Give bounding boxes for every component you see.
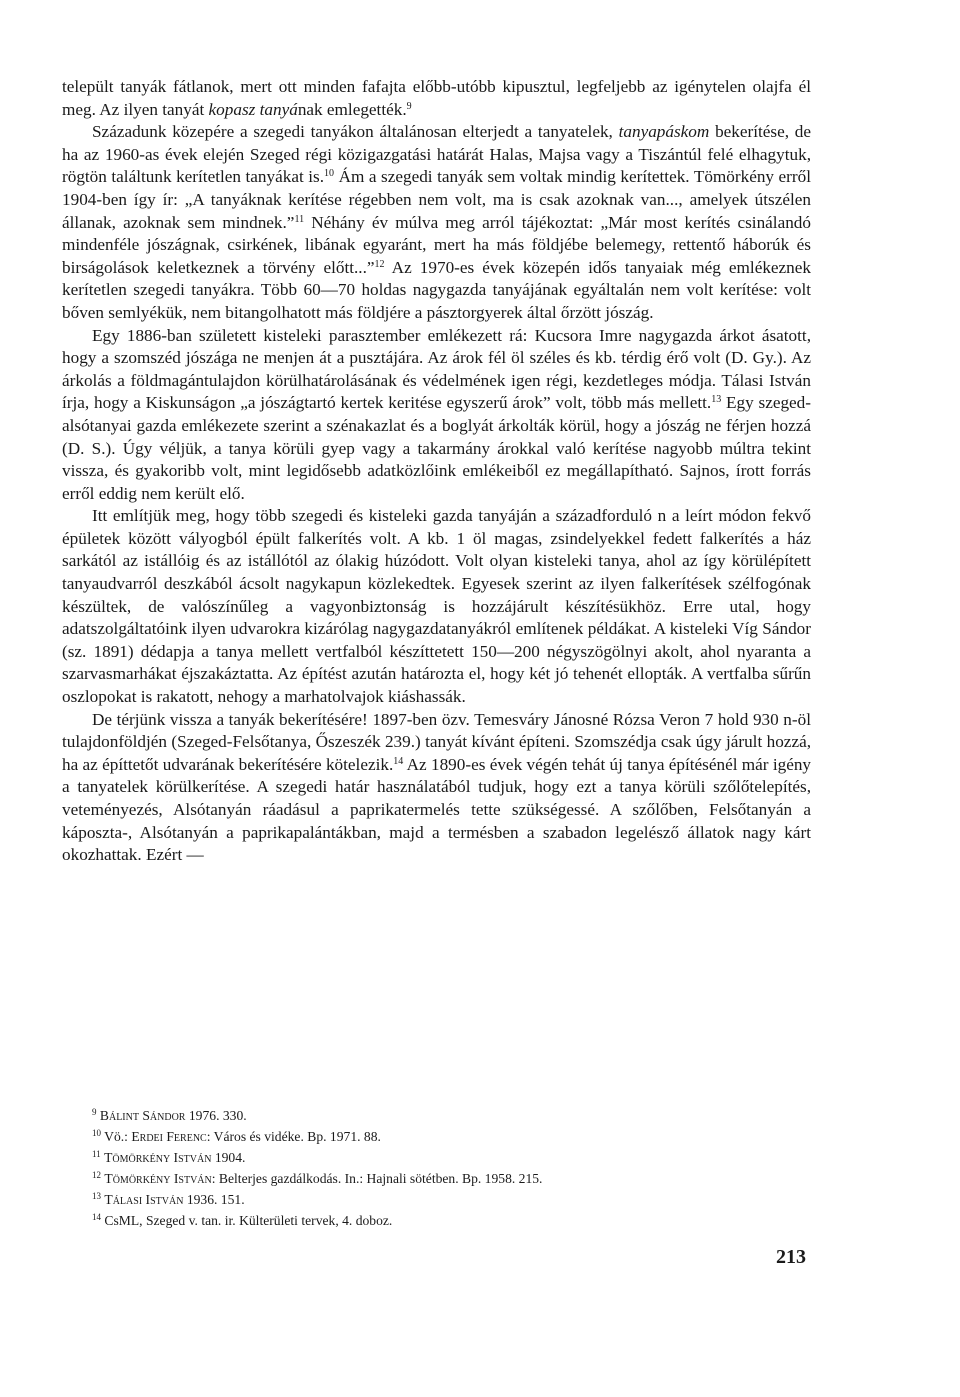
paragraph: [62, 121, 811, 324]
author-name: Tömörkény István: [104, 1150, 212, 1165]
footnote-number: 12: [92, 1170, 101, 1180]
text-run: 1976. 330.: [185, 1108, 247, 1123]
text-run: Századunk közepére a szegedi tanyákon általánosan elterjedt a tanyatelek,: [92, 122, 619, 142]
footnote: [92, 1210, 692, 1231]
footnote: [92, 1105, 692, 1126]
italic-term: tanyapáskom: [618, 122, 710, 142]
footnote-ref: 12: [374, 258, 385, 270]
text-run: : Város és vidéke. Bp. 1971. 88.: [206, 1129, 381, 1144]
text-run: Itt említjük meg, hogy több szegedi és kisteleki gazda tanyáján a századforduló n a leírt módon fekvő épületek között vályogból épült falkerítés volt. A kb. 1 öl magas, zsindelyekkel fedett falkerítés a ház sarkától az istállóig és az istállótól az ólakig húzódott. Volt olyan kisteleki tanya, ahol az így körülépített tanyaudvarról deszkából ácsolt nagykapun közlekedtek. Egyesek szerint az ilyen falkerítések szélfogónak készültek, de valószínűleg a vagyonbiztonság is hozzájárult készítésükhöz. Erre utal, hogy adatszolgáltatóink ilyen udvarokra kizárólag nagygazdatanyákról említenek példákat. A kisteleki Víg Sándor (sz. 1891) dédapja a tanya mellett vertfalból készíttetett 150—200 négyszögölnyi akolt, ahol nyaranta a szarvasmarhákat éjszakáztatta. Az építést azután határozta el, hogy két jó tehenét ellopták. A vertfalba sűrűn oszlopokat is rakatott, nehogy a marhatolvajok kiáshassák.: [62, 506, 811, 707]
italic-term: kopasz tanyá: [208, 99, 298, 119]
text-run: 1936. 151.: [183, 1192, 245, 1207]
footnote-number: 14: [92, 1212, 101, 1222]
footnote: [92, 1189, 692, 1210]
footnote-ref: 11: [294, 213, 305, 225]
author-name: Tömörkény István: [104, 1171, 212, 1186]
paragraph: [62, 76, 811, 121]
text-run: Egy 1886-ban született kisteleki parasztember emlékezett rá: Kucsora Imre nagygazda árkot ásatott, hogy a szomszéd jószága ne menjen át a pusztájára. Az árok fél öl széles és kb. térdig érő volt (D. Gy.). Az árkolás a földmagántulajdon körülhatárolásának és védelmének igen régi, kezdetleges módja. Tálasi István írja, hogy a Kiskunságon „a jószágtartó kertek keritése egyszerű árok” volt, több más mellett.: [62, 325, 811, 413]
text-run: nak emlegették.: [297, 99, 407, 119]
footnotes: [92, 1105, 692, 1231]
author-name: Tálasi István: [104, 1192, 184, 1207]
text-run: Az 1970-es évek közepén idős tanyaiak még emlékeznek kerítetlen szegedi tanyákra. Több 60—70 holdas nagygazda tanyájának egyáltalán nem volt kerítése: volt bőven semlyékük, nem bitangolhatott más földjére a pásztorgyerek által őrzött jószág.: [62, 257, 811, 322]
text-run: CsML, Szeged v. tan. ir. Külterületi tervek, 4. doboz.: [104, 1213, 393, 1228]
footnote-ref: 9: [406, 100, 412, 112]
text-run: Az 1890-es évek végén tehát új tanya építésénél már igény a tanyatelek körülkerítése. A szegedi határ használatából tudjuk, hogy ezt a tanya körüli szőlőtelepítés, veteményezés, Alsótanyán ráadásul a paprikatermelés tette szükségessé. A szőlőben, Felsőtanyán a káposzta-, Alsótanyán a paprikapalántákban, majd a termésben a szabadon legelésző állatok nagy kárt okozhattak. Ezért —: [62, 754, 812, 865]
text-run: 1904.: [211, 1150, 246, 1165]
paragraph: [62, 505, 811, 708]
text-run: Néhány év múlva meg arról tájékoztat: „Már most kerítés csinálandó mindenféle jószágnak, csirkének, libának egyaránt, mert ha más földjébe belemegy, rettentő háborúk és birságolások keletkeznek a törvény előtt...”: [62, 212, 811, 277]
page: [62, 76, 811, 867]
text-run: De térjünk vissza a tanyák bekerítésére! 1897-ben özv. Temesváry Jánosné Rózsa Veron 7 hold 930 n-öl tulajdonföldjén (Szeged-Felsőtanya, Őszeszék 239.) tanyát kívánt építeni. Szomszédja csak úgy járult hozzá, ha az építtetőt udvarának bekerítésére kötelezik.: [62, 709, 811, 774]
paragraph: [62, 325, 811, 506]
author-name: Bálint Sándor: [99, 1108, 186, 1123]
text-run: Vö.:: [104, 1129, 132, 1144]
text-run: bekerítése, de ha az 1960-as évek elején Szeged régi közigazgatási határát Halas, Majsa vagy a Tiszántúl felé elhagytuk, rögtön találtunk kerítetlen tanyákat is.: [62, 122, 812, 187]
footnote-number: 9: [92, 1107, 97, 1117]
footnote: [92, 1168, 692, 1189]
text-run: Egy szeged-alsótanyai gazda emlékezete szerint a szénakazlat és a boglyát árkolták körül, hogy a jószág ne férjen hozzá (D. S.). Úgy véljük, a tanya körüli gyep vagy a takarmány árokkal való kerítése nagyobb múltra tekint vissza, és gyakoribb volt, mint legidősebb adatközlőink emlékeiből ez megállapítható. Sajnos, írott forrás erről eddig nem került elő.: [62, 393, 811, 503]
page-number: 213: [776, 1246, 806, 1268]
footnote-ref: 14: [393, 755, 404, 767]
author-name: Erdei Ferenc: [131, 1129, 207, 1144]
text-run: települt tanyák fátlanok, mert ott minden fafajta előbb-utóbb kipusztul, legfeljebb az igénytelen olajfa él meg. Az ilyen tanyát: [62, 77, 811, 119]
footnote-number: 10: [92, 1128, 101, 1138]
footnote-number: 11: [92, 1149, 101, 1159]
text-run: : Belterjes gazdálkodás. In.: Hajnali sötétben. Bp. 1958. 215.: [211, 1171, 543, 1186]
footnote-ref: 10: [324, 168, 335, 180]
text-run: Ám a szegedi tanyák sem voltak mindig kerítettek. Tömörkény erről 1904-ben így ír: „A tanyáknak kerítése régebben nem volt, ma is csak azoknak van..., amelyek útszélen állanak, azoknak sem mindnek.”: [62, 167, 811, 232]
footnote: [92, 1126, 692, 1147]
footnote: [92, 1147, 692, 1168]
footnote-ref: 13: [711, 394, 722, 406]
body-text: [62, 76, 811, 867]
footnote-number: 13: [92, 1191, 101, 1201]
paragraph: [62, 709, 811, 867]
